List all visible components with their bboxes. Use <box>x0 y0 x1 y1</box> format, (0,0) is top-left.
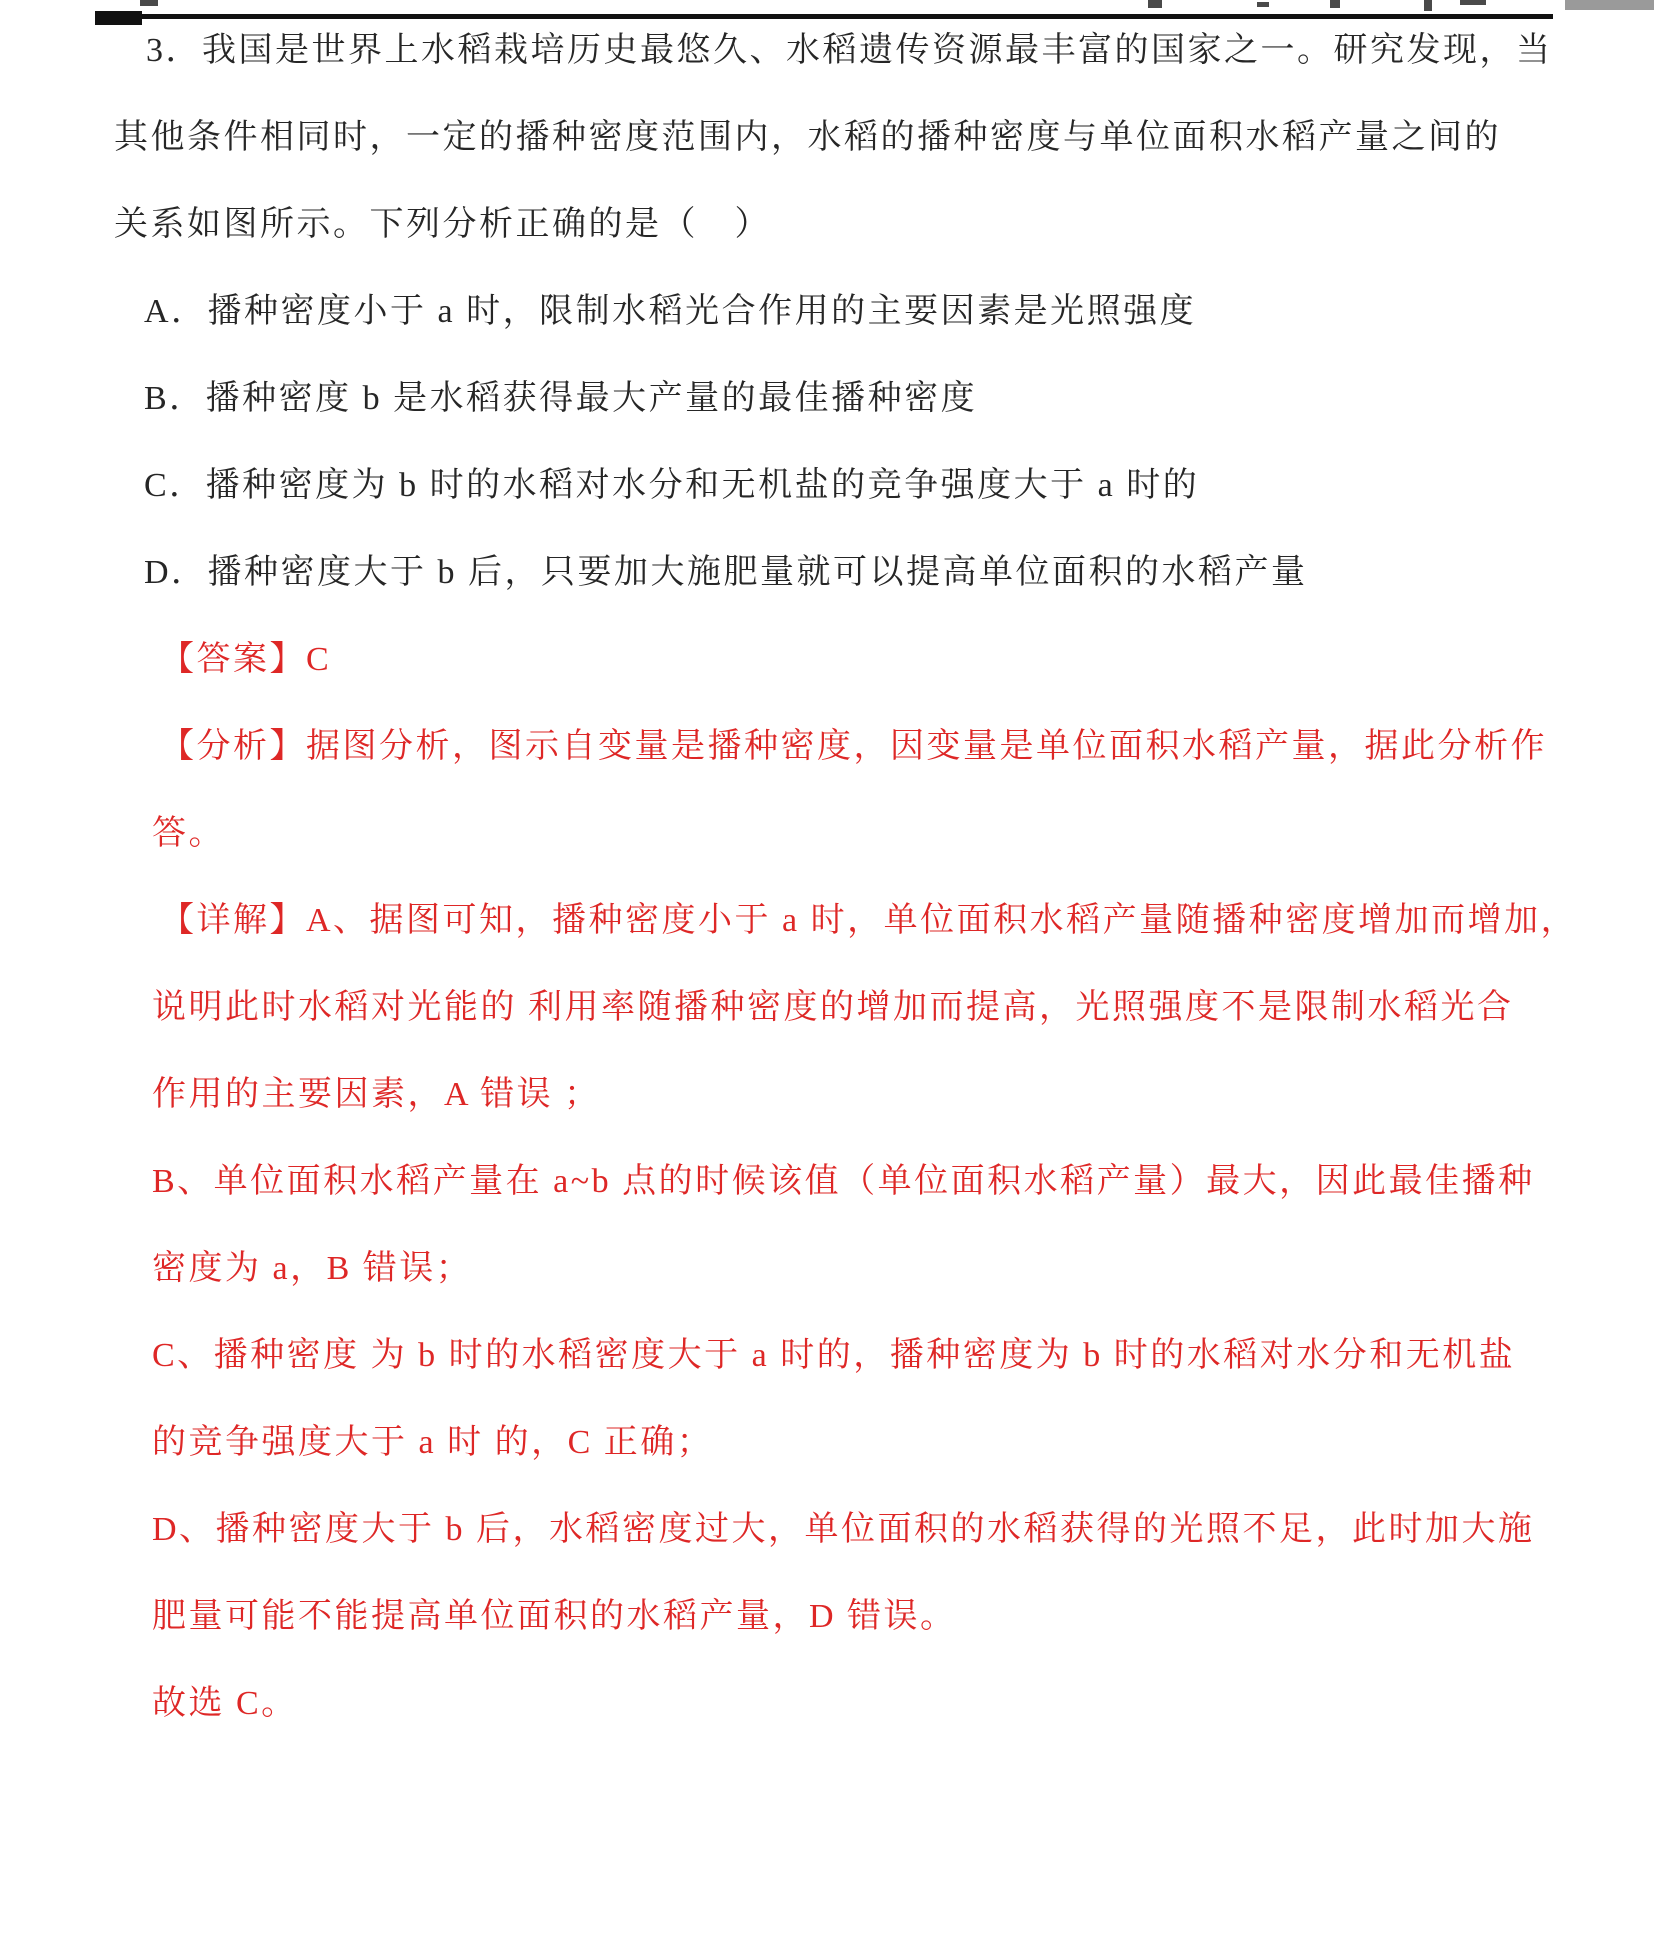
explanation-label: 【详解】 <box>160 902 306 939</box>
explanation-line-2: 说明此时水稻对光能的 利用率随播种密度的增加而提高，光照强度不是限制水稻光合 <box>152 989 1514 1026</box>
option-d: D．播种密度大于 b 后，只要加大施肥量就可以提高单位面积的水稻产量 <box>144 554 1308 591</box>
cutoff-text-fragment <box>140 0 158 6</box>
analysis-line-1 <box>160 703 1654 790</box>
question-stem-line-1: 3．我国是世界上水稻栽培历史最悠久、水稻遗传资源最丰富的国家之一。研究发现，当 <box>146 32 1553 69</box>
explanation-line-8: D、播种密度大于 b 后，水稻密度过大，单位面积的水稻获得的光照不足，此时加大施 <box>152 1511 1535 1548</box>
answer-value: C <box>306 641 332 678</box>
answer-label: 【答案】 <box>160 641 306 678</box>
cutoff-text-fragment <box>1460 0 1486 5</box>
analysis-label: 【分析】 <box>160 728 306 765</box>
analysis-text: 据图分析，图示自变量是播种密度，因变量是单位面积水稻产量，据此分析作 <box>306 728 1547 765</box>
answer-line <box>160 616 1654 703</box>
explanation-line-1 <box>160 877 1654 964</box>
question-stem-line-3: 关系如图所示。下列分析正确的是（ ） <box>114 206 771 243</box>
explanation-text: A、据图可知，播种密度小于 a 时，单位面积水稻产量随播种密度增加而增加， <box>306 902 1578 939</box>
exam-document <box>0 7 1654 1747</box>
explanation-line-6: C、播种密度 为 b 时的水稻密度大于 a 时的，播种密度为 b 时的水稻对水分和无机盐 <box>152 1337 1516 1374</box>
explanation-line-3: 作用的主要因素，A 错误 ； <box>152 1076 601 1113</box>
explanation-line-5: 密度为 a，B 错误； <box>152 1250 473 1287</box>
option-a: A．播种密度小于 a 时，限制水稻光合作用的主要因素是光照强度 <box>144 293 1197 330</box>
option-b: B．播种密度 b 是水稻获得最大产量的最佳播种密度 <box>144 380 978 417</box>
option-c: C．播种密度为 b 时的水稻对水分和无机盐的竞争强度大于 a 时的 <box>144 467 1200 504</box>
conclusion-line: 故选 C。 <box>152 1685 298 1722</box>
analysis-line-2: 答。 <box>152 815 225 852</box>
explanation-line-9: 肥量可能不能提高单位面积的水稻产量，D 错误。 <box>152 1598 957 1635</box>
question-stem-line-2: 其他条件相同时，一定的播种密度范围内，水稻的播种密度与单位面积水稻产量之间的 <box>114 119 1501 156</box>
explanation-line-4: B、单位面积水稻产量在 a~b 点的时候该值（单位面积水稻产量）最大，因此最佳播种 <box>152 1163 1535 1200</box>
explanation-line-7: 的竞争强度大于 a 时 的，C 正确； <box>152 1424 714 1461</box>
